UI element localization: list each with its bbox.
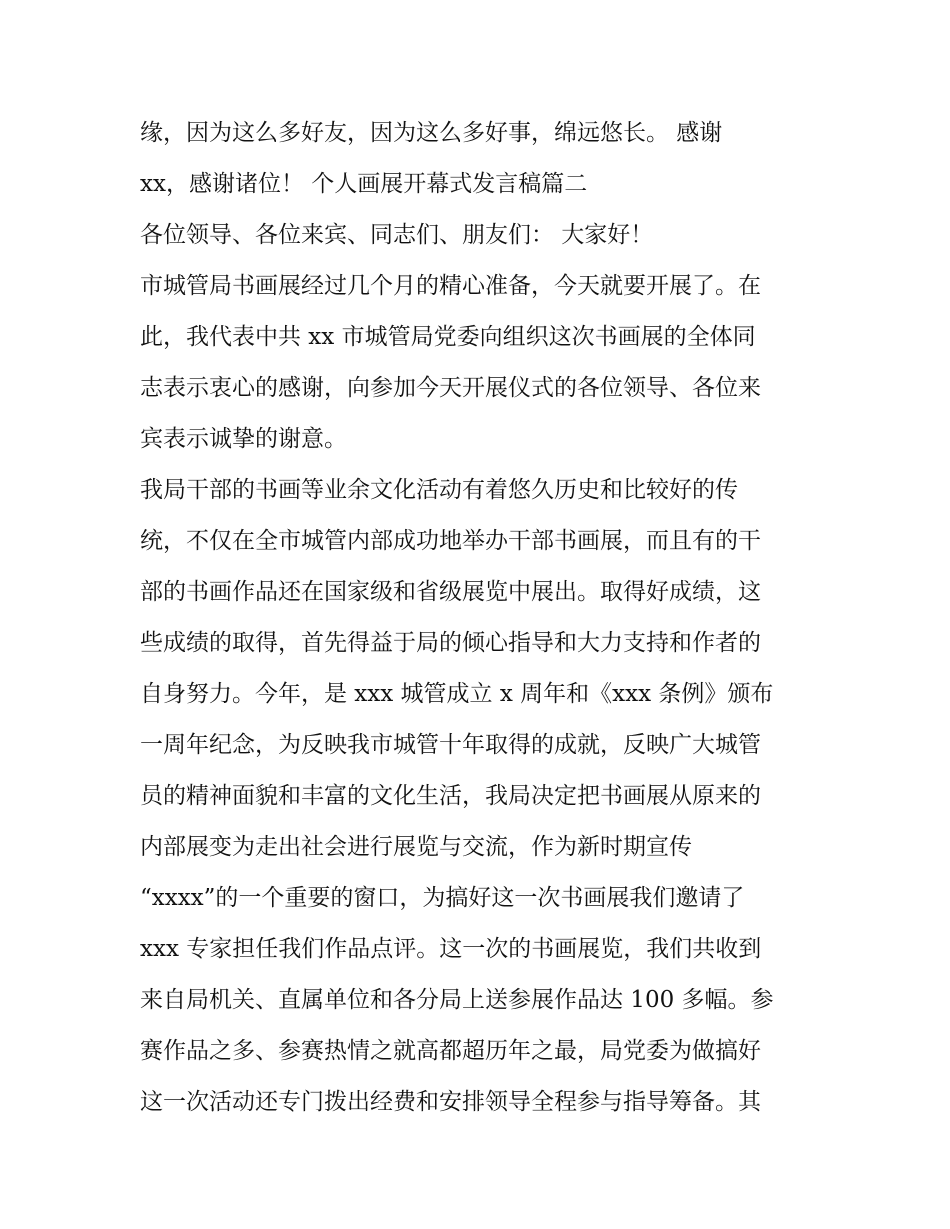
text-line: 自身努力。今年，是 xxx 城管成立 x 周年和《xxx 条例》颁布 bbox=[140, 681, 774, 707]
text-line: 统，不仅在全市城管内部成功地举办干部书画展，而且有的干 bbox=[140, 528, 761, 554]
text-line: 我局干部的书画等业余文化活动有着悠久历史和比较好的传 bbox=[140, 477, 738, 503]
text-line: 一周年纪念，为反映我市城管十年取得的成就，反映广大城管 bbox=[140, 732, 761, 758]
text-line: xxx 专家担任我们作品点评。这一次的书画展览，我们共收到 bbox=[140, 936, 762, 962]
text-line: 些成绩的取得，首先得益于局的倾心指导和大力支持和作者的 bbox=[140, 630, 761, 656]
text-line: xx，感谢诸位！ 个人画展开幕式发言稿篇二 bbox=[140, 171, 588, 197]
text-line: 各位领导、各位来宾、同志们、朋友们： 大家好！ bbox=[140, 222, 654, 248]
text-line: 内部展变为走出社会进行展览与交流，作为新时期宣传 bbox=[140, 834, 692, 860]
text-line: 志表示衷心的感谢，向参加今天开展仪式的各位领导、各位来 bbox=[140, 375, 761, 401]
text-line: 宾表示诚挚的谢意。 bbox=[140, 426, 347, 452]
text-line: 此，我代表中共 xx 市城管局党委向组织这次书画展的全体同 bbox=[140, 324, 756, 350]
text-line: 缘，因为这么多好友，因为这么多好事，绵远悠长。 感谢 bbox=[140, 120, 723, 146]
text-line: 员的精神面貌和丰富的文化生活，我局决定把书画展从原来的 bbox=[140, 783, 761, 809]
text-line: 部的书画作品还在国家级和省级展览中展出。取得好成绩，这 bbox=[140, 579, 761, 605]
text-line: 来自局机关、直属单位和各分局上送参展作品达 100 多幅。参 bbox=[140, 987, 774, 1013]
text-line: 赛作品之多、参赛热情之就高都超历年之最，局党委为做搞好 bbox=[140, 1038, 761, 1064]
body-text bbox=[140, 108, 820, 1128]
text-line: “xxxx”的一个重要的窗口，为搞好这一次书画展我们邀请了 bbox=[140, 885, 745, 911]
text-line: 这一次活动还专门拨出经费和安排领导全程参与指导筹备。其 bbox=[140, 1089, 761, 1115]
text-line: 市城管局书画展经过几个月的精心准备，今天就要开展了。在 bbox=[140, 273, 761, 299]
